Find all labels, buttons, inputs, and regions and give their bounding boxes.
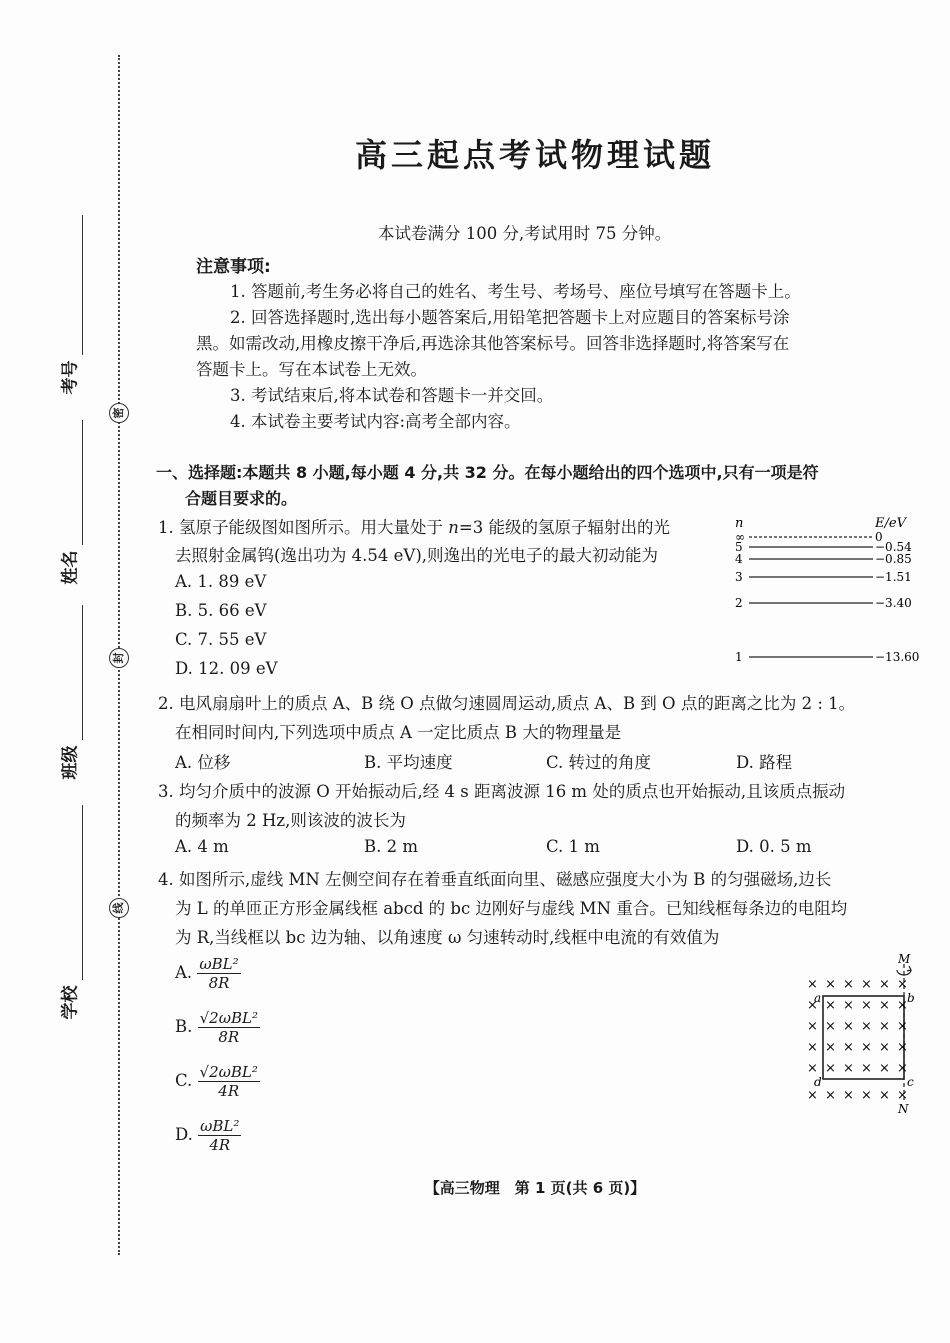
energy-level-value: −0.54 (875, 540, 912, 554)
field-cross-mark: × (879, 1040, 890, 1055)
field-cross-mark: × (861, 1088, 872, 1103)
field-cross-mark: × (897, 1019, 908, 1034)
exam-no-label: 考号 (60, 360, 81, 395)
label-b: b (907, 991, 915, 1005)
field-cross-mark: × (879, 977, 890, 992)
q3-option-c: C. 1 m (546, 837, 600, 856)
field-cross-mark: × (861, 998, 872, 1013)
label-c: c (907, 1075, 914, 1089)
q2-option-c: C. 转过的角度 (546, 753, 652, 772)
q2-stem: 2. 电风扇扇叶上的质点 A、B 绕 O 点做匀速圆周运动,质点 A、B 到 O 点的距离之比为 2 : 1。 (158, 694, 856, 713)
energy-level-n: 5 (735, 540, 743, 554)
field-cross-mark: × (897, 998, 908, 1013)
q4-stem: 4. 如图所示,虚线 MN 左侧空间存在着垂直纸面向里、磁感应强度大小为 B 的匀强磁场,边长 (158, 870, 832, 889)
q3-stem: 3. 均匀介质中的波源 O 开始振动后,经 4 s 距离波源 16 m 处的质点也开始振动,且该质点振动 (158, 782, 846, 801)
energy-level-value: 0 (875, 530, 883, 544)
field-cross-mark: × (825, 1088, 836, 1103)
q3-option-d: D. 0. 5 m (736, 837, 812, 856)
energy-level-diagram (725, 510, 925, 670)
page-title: 高三起点考试物理试题 (354, 136, 715, 174)
label-a: a (814, 991, 822, 1005)
notice-heading: 注意事项: (196, 257, 271, 277)
class-label: 班级 (60, 745, 81, 780)
field-cross-mark: × (861, 1061, 872, 1076)
field-cross-mark: × (807, 1061, 818, 1076)
field-cross-mark: × (879, 998, 890, 1013)
diagram-n-label: n (735, 516, 744, 531)
energy-level-n: ∞ (735, 530, 745, 544)
field-cross-mark: × (843, 1061, 854, 1076)
field-cross-mark: × (843, 977, 854, 992)
q1-option-c: C. 7. 55 eV (175, 630, 267, 649)
notice-item: 4. 本试卷主要考试内容:高考全部内容。 (230, 412, 521, 431)
magnetic-field-diagram (795, 950, 925, 1120)
energy-level-n: 1 (735, 650, 743, 664)
energy-level-value: −1.51 (875, 570, 912, 584)
q2-option-d: D. 路程 (736, 753, 793, 772)
q1-option-a: A. 1. 89 eV (175, 572, 267, 591)
field-cross-mark: × (897, 1061, 908, 1076)
label-d: d (814, 1075, 822, 1089)
label-n: N (898, 1102, 909, 1116)
notice-item: 答题卡上。写在本试卷上无效。 (196, 360, 427, 379)
q1-option-d: D. 12. 09 eV (175, 659, 278, 678)
school-line (82, 805, 83, 980)
field-cross-mark: × (825, 977, 836, 992)
field-cross-mark: × (879, 1061, 890, 1076)
field-cross-mark: × (843, 998, 854, 1013)
field-cross-mark: × (861, 1019, 872, 1034)
field-cross-mark: × (861, 1040, 872, 1055)
q3-option-a: A. 4 m (175, 837, 229, 856)
energy-level-value: −0.85 (875, 552, 912, 566)
q4-option-d: D. $\frac{\text{ωBL²}}{4R}$ (175, 1117, 240, 1154)
seal-xian: 线 (109, 898, 129, 918)
q1-stem: 1. 氢原子能级图如图所示。用大量处于 n=3 能级的氢原子辐射出的光 (158, 518, 670, 537)
field-cross-mark: × (807, 998, 818, 1013)
q1-stem-cont: 去照射金属钨(逸出功为 4.54 eV),则逸出的光电子的最大初动能为 (175, 546, 659, 565)
class-line (82, 605, 83, 740)
diagram-e-label: E/eV (875, 516, 906, 531)
field-cross-mark: × (861, 977, 872, 992)
name-line (82, 420, 83, 545)
seal-mi: 密 (109, 403, 129, 423)
q4-stem-cont: 为 R,当线框以 bc 边为轴、以角速度 ω 匀速转动时,线框中电流的有效值为 (175, 928, 720, 947)
energy-level-value: −13.60 (875, 650, 920, 664)
energy-level-n: 3 (735, 570, 743, 584)
field-cross-mark: × (897, 977, 908, 992)
name-label: 姓名 (60, 550, 81, 585)
label-m: M (898, 952, 911, 966)
field-cross-mark: × (807, 1088, 818, 1103)
field-cross-mark: × (825, 1061, 836, 1076)
q1-option-b: B. 5. 66 eV (175, 601, 267, 620)
q4-option-a: A. $\frac{\text{ωBL²}}{8R}$ (175, 955, 239, 992)
page-footer: 【高三物理 第 1 页(共 6 页)】 (424, 1179, 646, 1197)
field-cross-mark: × (879, 1019, 890, 1034)
notice-item: 黑。如需改动,用橡皮擦干净后,再选涂其他答案标号。回答非选择题时,将答案写在 (196, 334, 790, 353)
field-cross-mark: × (897, 1040, 908, 1055)
section-heading-cont: 合题目要求的。 (185, 489, 298, 508)
q2-option-b: B. 平均速度 (364, 753, 453, 772)
q2-option-a: A. 位移 (175, 753, 231, 772)
q4-option-c: C. $\frac{\text{√2ωBL²}}{4R}$ (175, 1063, 258, 1100)
field-cross-mark: × (807, 1040, 818, 1055)
section-heading: 一、选择题:本题共 8 小题,每小题 4 分,共 32 分。在每小题给出的四个选项中,只有一项是符 (156, 463, 819, 482)
subtitle: 本试卷满分 100 分,考试用时 75 分钟。 (378, 224, 672, 243)
school-label: 学校 (60, 985, 81, 1020)
field-cross-mark: × (897, 1088, 908, 1103)
q4-option-b: B. $\frac{\text{√2ωBL²}}{8R}$ (175, 1009, 258, 1046)
energy-level-n: 4 (735, 552, 743, 566)
field-cross-mark: × (825, 1040, 836, 1055)
exam-no-line (82, 215, 83, 355)
field-cross-mark: × (825, 998, 836, 1013)
notice-item: 3. 考试结束后,将本试卷和答题卡一并交回。 (230, 386, 554, 405)
field-cross-mark: × (843, 1019, 854, 1034)
energy-level-value: −3.40 (875, 596, 912, 610)
notice-item: 2. 回答选择题时,选出每小题答案后,用铅笔把答题卡上对应题目的答案标号涂 (230, 308, 790, 327)
q3-option-b: B. 2 m (364, 837, 419, 856)
field-cross-mark: × (825, 1019, 836, 1034)
energy-level-n: 2 (735, 596, 743, 610)
field-cross-mark: × (843, 1088, 854, 1103)
q2-stem-cont: 在相同时间内,下列选项中质点 A 一定比质点 B 大的物理量是 (175, 723, 622, 742)
seal-feng: 封 (109, 648, 129, 668)
notice-item: 1. 答题前,考生务必将自己的姓名、考生号、考场号、座位号填写在答题卡上。 (230, 282, 801, 301)
field-cross-mark: × (879, 1088, 890, 1103)
field-cross-mark: × (843, 1040, 854, 1055)
field-cross-mark: × (807, 977, 818, 992)
q4-stem-cont: 为 L 的单匝正方形金属线框 abcd 的 bc 边刚好与虚线 MN 重合。已知线框每条边的电阻均 (175, 899, 848, 918)
field-cross-mark: × (807, 1019, 818, 1034)
q3-stem-cont: 的频率为 2 Hz,则该波的波长为 (175, 811, 406, 830)
